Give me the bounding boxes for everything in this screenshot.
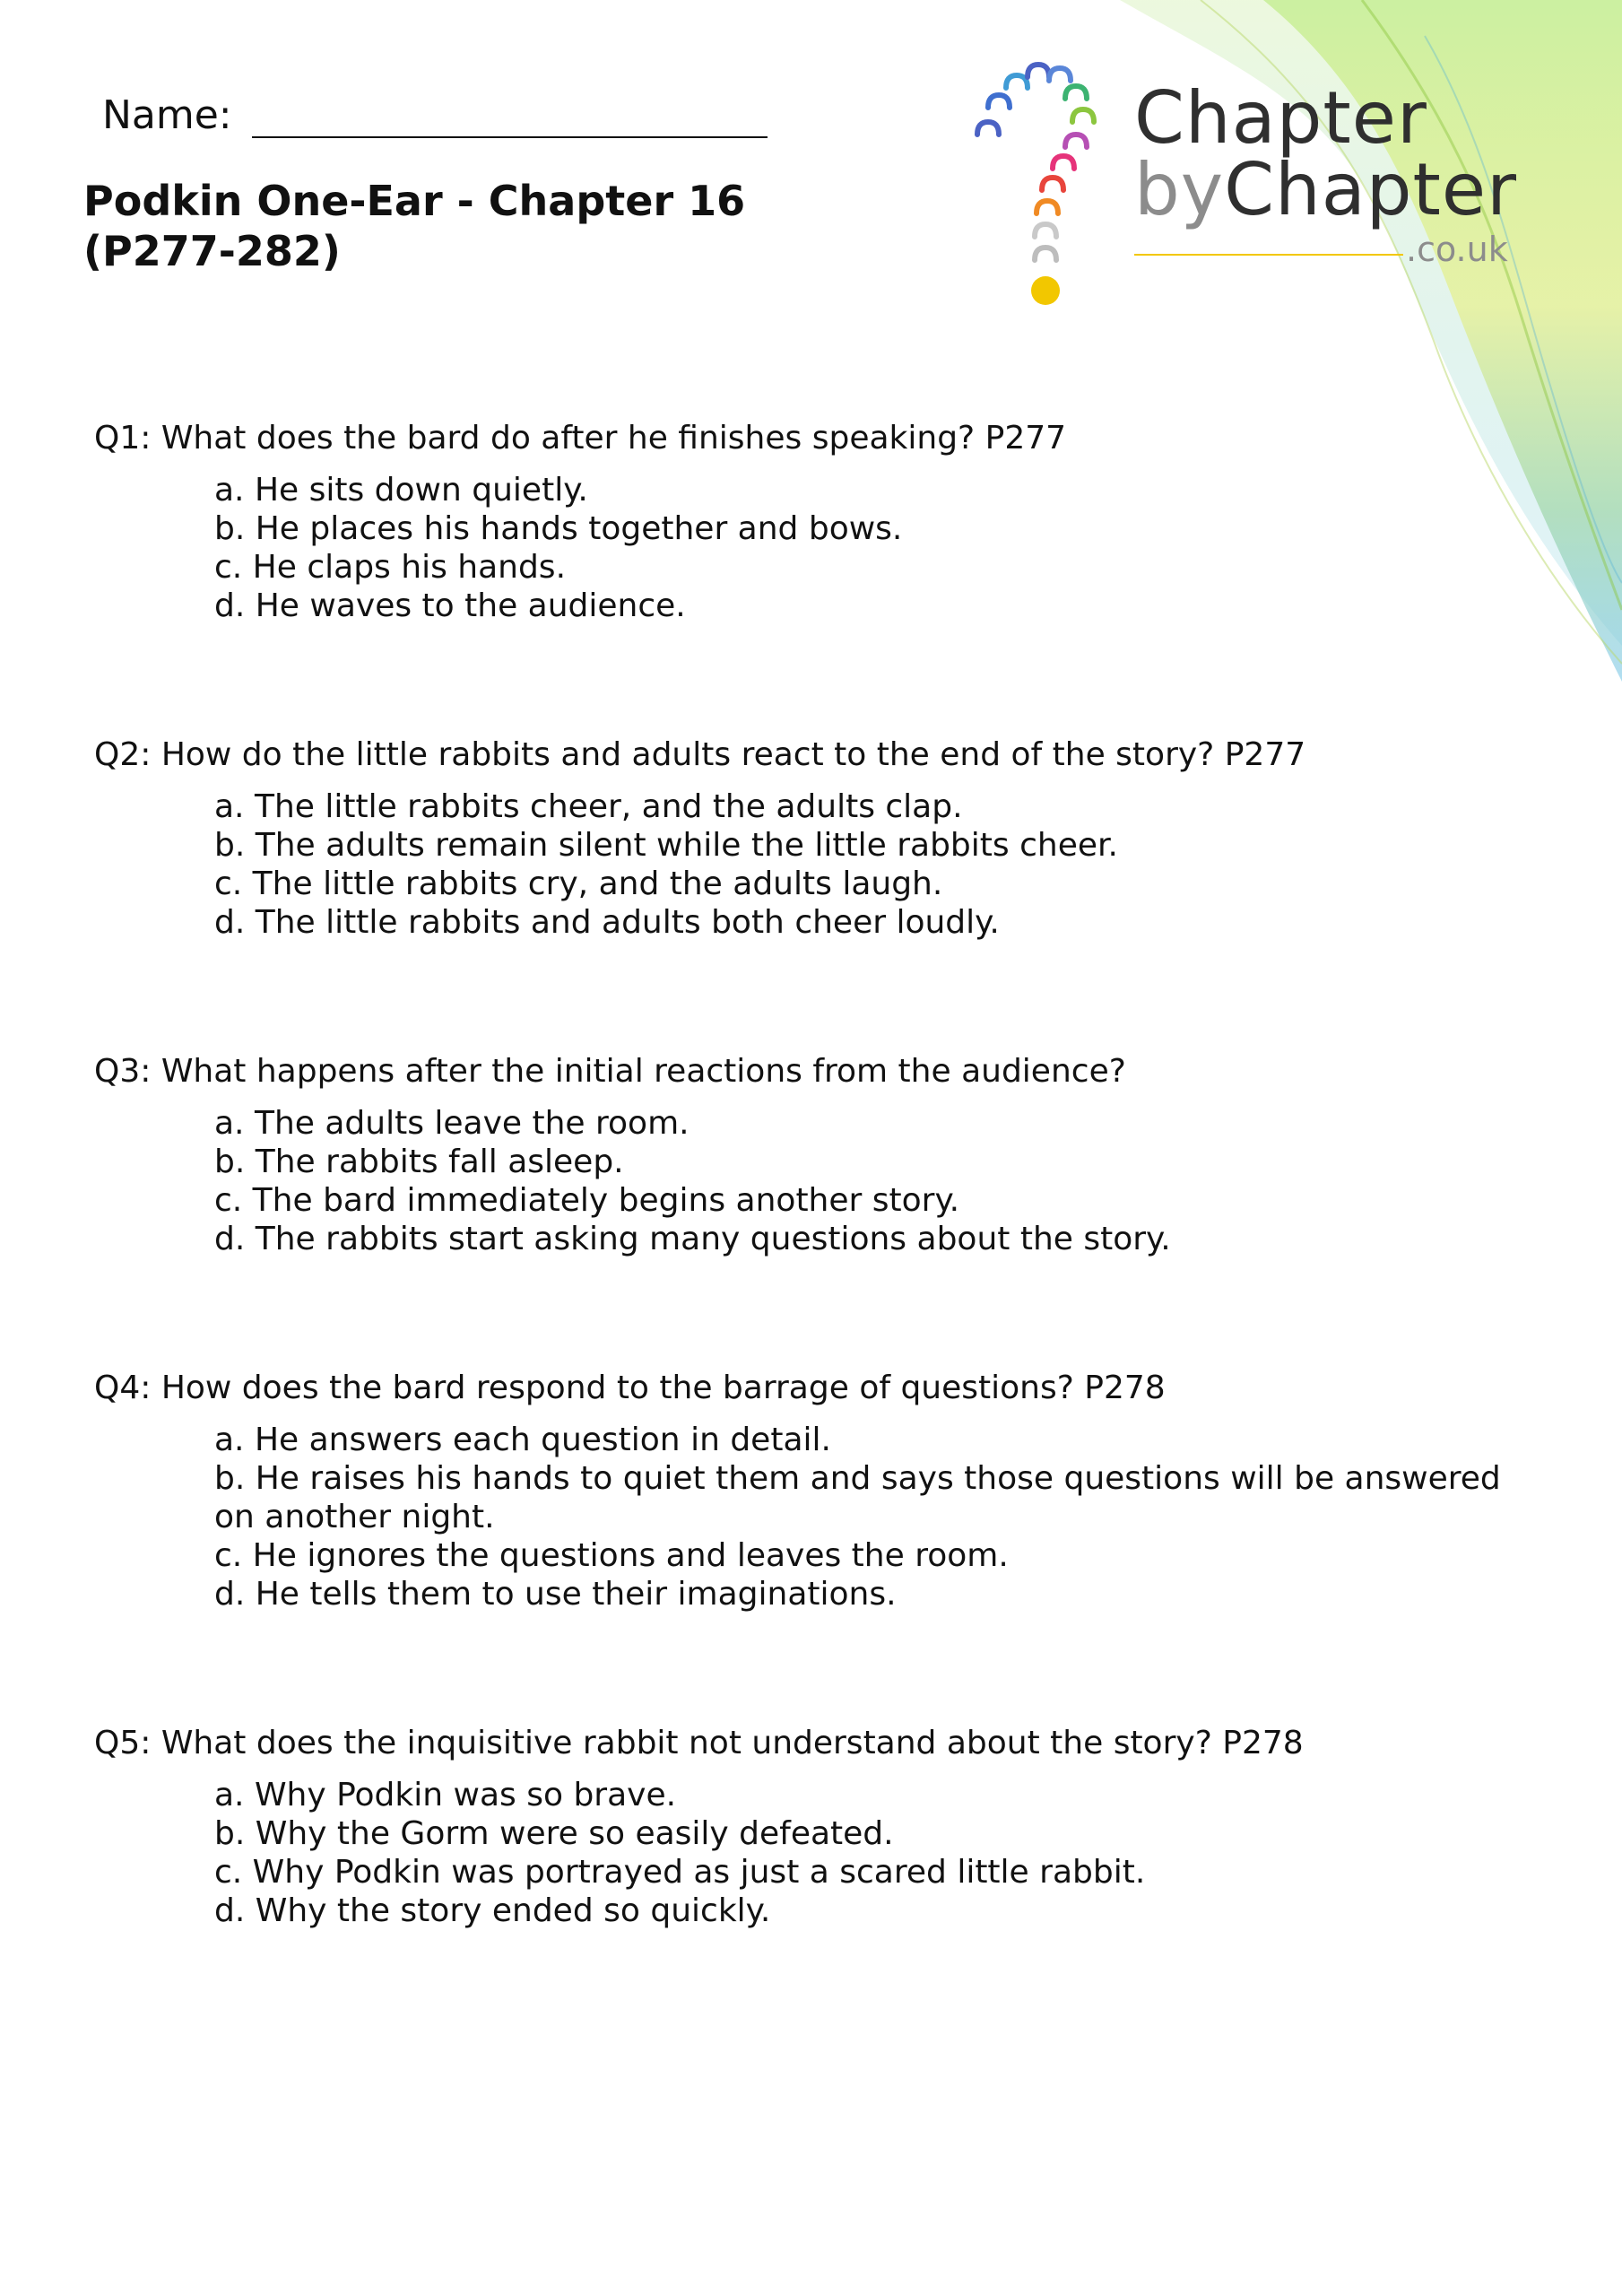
answer-options xyxy=(214,471,1066,625)
answer-option: d. He tells them to use their imaginations. xyxy=(214,1576,897,1613)
question-text: Q1: What does the bard do after he finishes speaking? P277 xyxy=(94,420,1067,457)
answer-option: d. He waves to the audience. xyxy=(214,587,686,624)
title-line-1: Podkin One-Ear - Chapter 16 xyxy=(83,177,746,225)
logo-tld: .co.uk xyxy=(1406,230,1508,269)
answer-options xyxy=(214,787,1305,942)
logo-word-bychapter xyxy=(1134,148,1517,231)
question-4 xyxy=(94,1370,1501,1613)
answer-option: a. He answers each question in detail. xyxy=(214,1422,831,1458)
answer-option: b. He places his hands together and bows. xyxy=(214,510,903,547)
question-text: Q4: How does the bard respond to the barrage of questions? P278 xyxy=(94,1370,1166,1406)
question-text: Q5: What does the inquisitive rabbit not understand about the story? P278 xyxy=(94,1725,1304,1761)
worksheet-title xyxy=(83,176,745,276)
answer-option: a. He sits down quietly. xyxy=(214,472,588,509)
answer-option: b. He raises his hands to quiet them and says those questions will be answered xyxy=(214,1460,1501,1497)
answer-option: b. The rabbits fall asleep. xyxy=(214,1144,624,1180)
logo-word-chapter-2: Chapter xyxy=(1224,148,1517,231)
answer-option: d. The little rabbits and adults both cheer loudly. xyxy=(214,904,1000,941)
logo-underline xyxy=(1134,254,1403,256)
answer-options xyxy=(214,1421,1501,1613)
answer-options xyxy=(214,1104,1171,1258)
answer-option: d. The rabbits start asking many questions about the story. xyxy=(214,1221,1171,1257)
answer-option: c. The little rabbits cry, and the adults laugh. xyxy=(214,865,943,902)
answer-option: d. Why the story ended so quickly. xyxy=(214,1892,771,1929)
name-label: Name: xyxy=(102,92,232,138)
name-field[interactable] xyxy=(102,90,768,138)
answer-option: b. The adults remain silent while the little rabbits cheer. xyxy=(214,827,1118,864)
answer-option: c. He ignores the questions and leaves the room. xyxy=(214,1537,1009,1574)
answer-option: a. The adults leave the room. xyxy=(214,1105,690,1142)
logo-wordmark xyxy=(1134,76,1517,231)
logo-word-chapter: Chapter xyxy=(1134,76,1427,160)
question-2 xyxy=(94,736,1305,942)
logo-word-by: by xyxy=(1134,148,1225,231)
name-blank-line[interactable] xyxy=(252,90,768,138)
answer-option: c. He claps his hands. xyxy=(214,549,567,586)
question-3 xyxy=(94,1053,1171,1258)
answer-option: c. Why Podkin was portrayed as just a scared little rabbit. xyxy=(214,1854,1146,1891)
question-text: Q2: How do the little rabbits and adults react to the end of the story? P277 xyxy=(94,736,1306,773)
answer-option: a. The little rabbits cheer, and the adults clap. xyxy=(214,788,963,825)
logo-question-mark-icon xyxy=(959,45,1139,314)
title-line-2: (P277-282) xyxy=(83,227,341,275)
question-1 xyxy=(94,420,1066,625)
answer-option: a. Why Podkin was so brave. xyxy=(214,1777,677,1813)
answer-options xyxy=(214,1776,1304,1930)
question-5 xyxy=(94,1725,1304,1930)
answer-option: b. Why the Gorm were so easily defeated. xyxy=(214,1815,894,1852)
question-text: Q3: What happens after the initial reactions from the audience? xyxy=(94,1053,1126,1090)
answer-option: c. The bard immediately begins another story. xyxy=(214,1182,960,1219)
answer-option-continued: on another night. xyxy=(214,1499,495,1535)
